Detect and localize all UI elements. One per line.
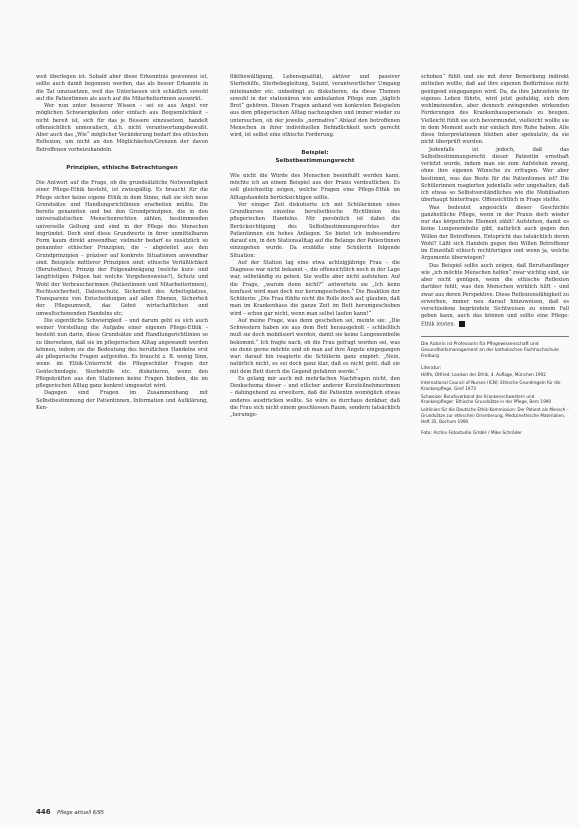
paragraph-text: Das Beispiel sollte auch zeigen, daß Berufsanfänger wie „ich möchte Menschen helfen“ zwar wichtig sind, sie aber nicht genügen, wenn die ethische Reflexion darüber fehlt, was den Menschen wirklich hilft – und zwar aus deren Perspektive. Diese Reflexionsfähigkeit zu erwerben, immer neu darauf hinzuweisen, daß es verschiedene begründete Sichtweisen zu einem Fall geben kann, auch das können und sollte eine Pflege-Ethik leisten. bbox=[421, 262, 569, 327]
text-column-3 bbox=[421, 74, 569, 437]
paragraph: weit überlegen ist. Sobald aber diese Erkenntnis gewonnen ist, sollte auch damit begonnen werden, das als besser Erkannte in die Tat umzusetzen, weil das Unterlassen sich schädlich sowohl auf die Patientinnen als auch auf die Mitarbeiterinnen auswirkt. bbox=[36, 74, 208, 102]
literature-item: Höffe, Otfried: Lexikon der Ethik, 4. Auflage, München 1992 bbox=[421, 372, 546, 378]
paragraph: Vor einiger Zeit diskutierte ich mit Schülerinnen eines Grundkurses einzelne berufsethische Richtlinien des pflegerischen Handelns. Mir persönlich ist dabei die Berücksichtigung des Selbstbestimmungsrechtes der Patientinnen ein hohes Anliegen. So bietet ich insbesondere darauf ein, in den Stationsalltag auf die Belange der Patientinnen einzugehen wurde. Da erzählte eine Schülerin folgende Situation: bbox=[230, 201, 400, 259]
paragraph: Dagegen sind Fragen im Zusammenhang mit Selbstbestimmung der Patientinnen, Information und Aufklärung, Ken- bbox=[36, 390, 208, 411]
paragraph: Auf meine Frage, was denn geschehen sei, meinte sie: „Die Schwestern haben sie aus dem Bett herausgeholt – schließlich muß sie doch mobilisiert werden, damit sie keine Lungenembolie bekommt.“ Ich fragte nach, ob die Frau gefragt worden sei, was sie denn gerne möchte und ob man auf ihre Ängste eingegangen war: darauf hin reagierte die Schülerin ganz empört: „Nein, natürlich nicht, es sei doch ganz klar, daß es nicht geht, daß sie mit dem Bett durch die Gegend gefahren werde.“ bbox=[230, 317, 400, 375]
literature-item: Schweizer Berufsverband der Krankenschwestern und Krankenpfleger: Ethische Grundsätze in der Pflege, Bern 1990 bbox=[421, 393, 552, 405]
paragraph-final bbox=[421, 263, 569, 329]
section-heading bbox=[230, 150, 400, 165]
heading-line-2: Selbstbestimmungsrecht bbox=[275, 157, 355, 164]
literature-item: International Council of Nurses (ICN): Ethische Grundregeln für die Krankenpflege, Genf 1973 bbox=[421, 380, 561, 391]
text-column-1 bbox=[36, 74, 208, 412]
literature-heading: Literatur: bbox=[421, 366, 442, 372]
paragraph: schoben“ fühlt und sie mit ihrer Bemerkung indirekt mitteilen wollte, daß auf ihre eigenen Bedürfnisse nicht genügend eingegangen wird. Da, da ihre Jahrzehnte ihr eigenes Leben führte, wird jetzt geduldig, sich dem wohlmeinenden, aber dennoch zwingenden wirkenden Forderungen des Krankenhauspersonals zu beugen. Vielleicht fühlt sie sich bevormundet, vielleicht wollte sie in dem Moment auch nur einfach ihre Ruhe haben. Alle diese Interpretationen bleiben aber spekulativ, da sie nicht überprüft wurden. bbox=[421, 74, 569, 146]
paragraph: Jedenfalls ist jedoch, daß das Selbstbestimmungsrecht dieser Patientin ernsthaft verletzt wurde, indem man sie zum Aufstehen zwang, ohne ihre eigenen Wünsche zu erfragen. Wer aber bestimmt, was das Beste für die Patientinnen ist? Die Schülerinnen reagierten jedenfalls sehr ungehalten, daß ich etwas so Selbstverständliches wie die Mobilisation überhaupt hinterfrage. Offensichtlich in Frage stellte. bbox=[421, 146, 569, 204]
literature-item: Leitlinien für die Deutsche Ethik-Kommission: Der Patient als Mensch – Grundsätze zur ethischen Orientierung, Medizinethische Materialien, Heft 35, Bochum 1990 bbox=[421, 407, 569, 424]
page-footer bbox=[36, 808, 104, 816]
paragraph: flikthewältigung, Lebensqualität, aktiver und passiver Sterbehilfe, Sterbebegleitung, Suizid, verantwortlicher Umgang miteinander etc. unbedingt zu diskutieren, da diese Themen sowohl in der stationären wie ambulanten Pflege zum „täglich Brot“ gehören. Diesen Fragen anhand von konkreten Beispielen aus dem pflegerischen Alltag nachzugehen und immer wieder zu untersuchen, ob der jeweils „normative“ Ablauf den betroffenen Menschen in ihrer individuellen Befindlichkeit noch gerecht wird, ist selbst eine ethische Forderung. bbox=[230, 74, 400, 138]
paragraph: Die eigentliche Schwierigkeit – und darum geht es sich auch weiner Vorstellung die Aufgabe einer eigenen Pflege-Ethik – besteht nun darin, diese Grundsätze und Handlungsrichtlinien so zu übersetzen, daß sie im pflegerischen Alltag angewandt werden können, indem sie die Bedeutung des beruflichen Handelns erst als pflegerische Fragen aufgreifen. Es braucht z. B. wenig Sinn, wenn im Ethik-Unterricht die Pflegeschüler Fragen der Gentechnologie, Sterbehilfe etc. diskutieren, wenn den Pflegekräften aus den Stationen keine Fragen bleiben, die im pflegerischen Alltag ganz konkret umgesetzt wird. bbox=[36, 317, 208, 390]
section-heading: Prinzipien, ethische Betrachtungen bbox=[66, 164, 178, 171]
paragraph: Wie nicht die Würde des Menschen beeinflußt werden kann, möchte ich an einem Beispiel aus der Praxis verdeutlichen. Es soll gleichzeitig zeigen, welche Fragen eine Pflege-Ethik im Alltagshandeln berücksichtigen sollte. bbox=[230, 172, 400, 201]
divider bbox=[421, 336, 569, 337]
paragraph: Was bedeutet angesichts dieser Geschichte ganzheitliche Pflege, wenn in der Praxis doch wieder nur das körperliche Element zählt! Aufstehen, damit es keine Lungenembolie gibt, natürlich auch gegen den Willen der Betroffenen. Entspricht das tatsächlich deren Wohl? Läßt sich Handeln gegen den Willen Betroffener im Einzelfall ethisch rechtfertigen und wenn ja, welche Argumente überwiegen? bbox=[421, 204, 569, 262]
text-column-2 bbox=[230, 74, 400, 419]
paragraph: Wer nun unter besserer Wissen – sei es aus Angst vor möglichen Schwierigkeiten oder einfach aus Bequemlichkeit – nicht bereit ist, sich für das je Bessere einzusetzen, handelt offensichtlich unmoralisch, d.h. nicht verantwortungsbewußt. Aber auch das „Wie“ möglicher Veränderung bedarf des ethischen Reflexion, um nicht an den Möglichkeiten/Grenzen der davon Betroffenen vorbeizuhandeln. bbox=[36, 103, 208, 153]
page-number: 446 bbox=[36, 808, 51, 816]
end-mark-icon bbox=[459, 321, 465, 327]
paragraph: Es gelang mir auch mit mehrfachen Nachfragen nicht, den Denkschema dieser – und etlicher anderer Kursteilnehmerinnen – dahingehend zu erweitern, daß die Patientin womöglich etwas anderes ausdrücken wollte. So wäre es durchaus denkbar, daß die Frau sich nicht einem geschlossen Raum, sondern tatsächlich „herumge- bbox=[230, 375, 400, 419]
magazine-name: Pflege aktuell 6/95 bbox=[57, 810, 104, 816]
author-bio: Die Autorin ist Professorin für Pflegewissenschaft und Gesundheitsmanagement an der katholischen Fachhochschule Freiburg bbox=[421, 342, 559, 360]
paragraph: Die Antwort auf die Frage, ob die grundsätzliche Notwendigkeit einer Pflege-Ethik besteht, ist zwiespältig. Es braucht für die Pflege sicher keine eigene Ethik in dem Sinne, daß sie sich neue Grundsätze und Handlungsrichtlinien erarbeiten müßte. Die bereits genannten und bei den Grundprinzipien, die in den universalistischen Menschenrechten zählen, bestimmenden universelle Geltung und sind in der Pflege des Menschen begründet. Doch sind diese Grundwerte in ihrer unmittelbaren Form kaum direkt anwendbar, vielmehr bedarf es zusätzlich so genannter ethischer Prinzipien, die – abgeleitet aus den Grundprinzipien – präziser auf konkrete Situationen anwendbar sind. Beispiele mittlerer Prinzipien sind: ethische Verläßlichkeit (Berufsethos), Prinzip der Folgenabwägung (welche kurz- und langfristigen Folgen hat welche Vorgehensweise?), Schutz und Wohl der Verbraucherinnen (Patientinnen und Mitarbeiterinnen), Rechtssicherheit, Datenschutz, Sicherheit des Arbeitsplatzes, Transparenz von Entscheidungen auf allen Ebenen, Sicherheit der Pflegeumwelt, das Gebot wirtschaftlichen und umweltschonenden Handelns etc. bbox=[36, 180, 208, 317]
heading-line-1: Beispiel: bbox=[301, 150, 329, 157]
paragraph: Auf der Station lag eine etwa achtzigjährige Frau – die Diagnose war nicht bekannt –, die offensichtlich noch in der Lage war, selbständig zu gehen. Sie wollte aber nicht aufstehen. Auf die Frage, „warum denn nicht?“ antwortete sie „Ich kenn konfusst wird man doch nur herumgeschoben.“ Die Reaktion der Schülerin: „Die Frau fühlte nicht die Rolle doch auf, glauben, daß man im Krankenhaus die ganze Zeit im Bett herumgeschoben wird – schon gar nicht, wenn man selbst laufen kann!“ bbox=[230, 259, 400, 317]
photo-credit: Foto: Archiv Fotostudio GmbH / Mike Schröder bbox=[421, 430, 523, 436]
literature-list bbox=[421, 372, 569, 424]
